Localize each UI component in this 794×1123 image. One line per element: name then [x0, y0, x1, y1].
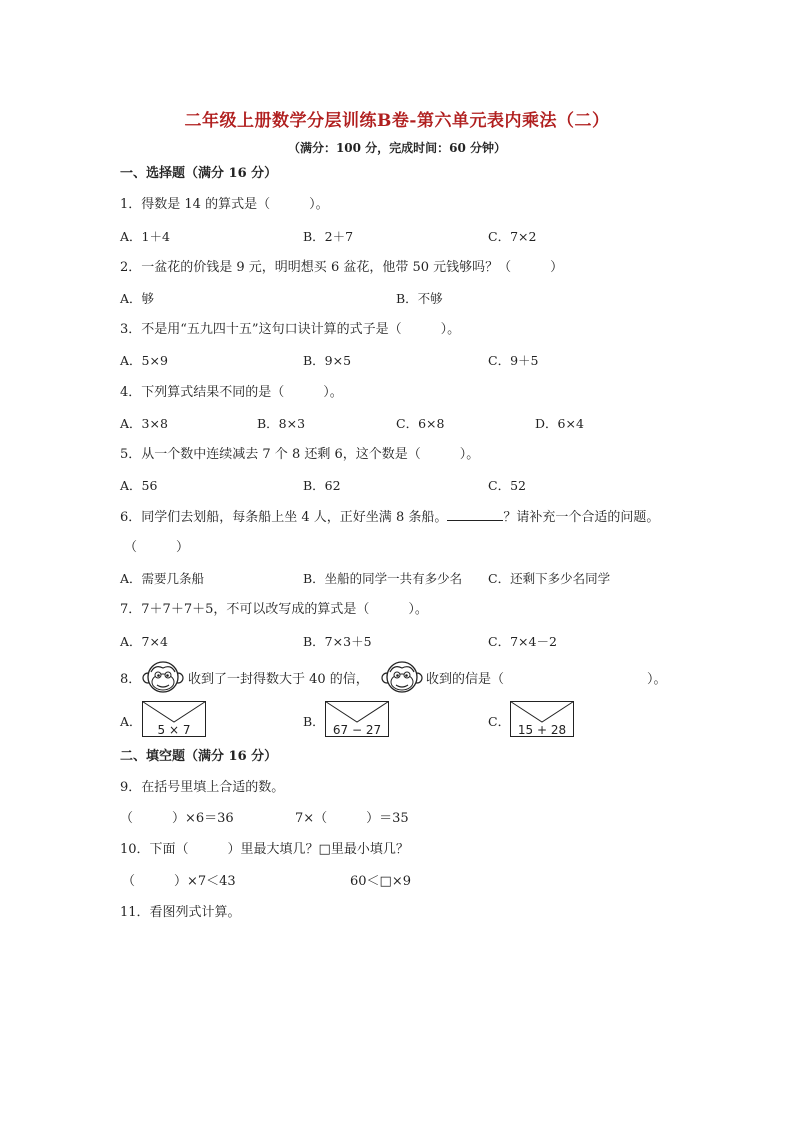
question-5-stem: 5．从一个数中连续减去 7 个 8 还剩 6，这个数是（ ）。 — [120, 447, 480, 462]
q6-stem-before: 6．同学们去划船，每条船上坐 4 人，正好坐满 8 条船。 — [120, 510, 448, 525]
question-7-stem: 7．7＋7＋7＋5，不可以改写成的算式是（ ）。 — [120, 602, 428, 617]
q6-option-c[interactable]: C．还剩下多少名同学 — [488, 571, 611, 586]
monkey-face-icon — [380, 658, 424, 696]
q6-answer-blank[interactable] — [447, 508, 503, 521]
q6-option-b[interactable]: B．坐船的同学一共有多少名 — [303, 571, 463, 586]
envelope-b-expression: 67 − 27 — [332, 723, 382, 737]
q7-option-c[interactable]: C．7×4－2 — [488, 634, 557, 649]
envelope-a-icon[interactable] — [142, 701, 206, 737]
q2-option-b[interactable]: B．不够 — [396, 291, 443, 306]
q6-option-a[interactable]: A．需要几条船 — [120, 571, 205, 586]
q1-option-a[interactable]: A．1＋4 — [120, 229, 170, 244]
page-subtitle: （满分：100 分，完成时间：60 分钟） — [287, 141, 507, 155]
q7-option-a[interactable]: A．7×4 — [120, 634, 168, 649]
q8-stem-middle: 收到了一封得数大于 40 的信， — [188, 672, 369, 687]
question-3-stem: 3．不是用“五九四十五”这句口诀计算的式子是（ ）。 — [120, 322, 461, 337]
question-9-stem: 9．在括号里填上合适的数。 — [120, 780, 285, 795]
q4-option-a[interactable]: A．3×8 — [120, 416, 168, 431]
page-title: 二年级上册数学分层训练B卷-第六单元表内乘法（二） — [184, 111, 610, 131]
monkey-face-icon — [141, 658, 185, 696]
q3-option-b[interactable]: B．9×5 — [303, 353, 352, 368]
q8-option-b-label[interactable]: B． — [303, 714, 325, 729]
question-6-stem — [120, 508, 659, 527]
q6-stem-after: ？请补充一个合适的问题。 — [503, 510, 660, 525]
section-heading-fill-blank: 二、填空题（满分 16 分） — [120, 749, 278, 764]
question-8-number: 8． — [120, 672, 142, 687]
section-heading-choice: 一、选择题（满分 16 分） — [120, 166, 278, 181]
q3-option-a[interactable]: A．5×9 — [120, 353, 168, 368]
question-2-stem: 2．一盆花的价钱是 9 元，明明想买 6 盆花，他带 50 元钱够吗？（ ） — [120, 260, 564, 275]
q8-option-a-label[interactable]: A． — [120, 714, 142, 729]
q8-stem-end: 收到的信是（ ）。 — [426, 672, 667, 687]
envelope-a-expression: 5 × 7 — [157, 723, 191, 737]
q5-option-a[interactable]: A．56 — [120, 478, 158, 493]
q9-right-equation[interactable]: 7×（ ）＝35 — [295, 811, 409, 826]
question-11-stem: 11．看图列式计算。 — [120, 905, 241, 920]
q10-right-inequality[interactable]: 60＜□×9 — [350, 874, 411, 889]
q5-option-c[interactable]: C．52 — [488, 478, 526, 493]
q6-answer-paren[interactable]: （ ） — [124, 540, 190, 555]
question-10-stem: 10．下面（ ）里最大填几？□里最小填几？ — [120, 842, 409, 857]
envelope-b-icon[interactable] — [325, 701, 389, 737]
q4-option-d[interactable]: D．6×4 — [535, 416, 584, 431]
q3-option-c[interactable]: C．9＋5 — [488, 353, 539, 368]
q4-option-c[interactable]: C．6×8 — [396, 416, 445, 431]
q7-option-b[interactable]: B．7×3＋5 — [303, 634, 372, 649]
q8-option-c-label[interactable]: C． — [488, 714, 511, 729]
question-4-stem: 4．下列算式结果不同的是（ ）。 — [120, 385, 343, 400]
envelope-c-expression: 15 + 28 — [517, 723, 567, 737]
q9-left-equation[interactable]: （ ）×6＝36 — [120, 811, 234, 826]
q5-option-b[interactable]: B．62 — [303, 478, 341, 493]
q1-option-b[interactable]: B．2＋7 — [303, 229, 354, 244]
q2-option-a[interactable]: A．够 — [120, 291, 155, 306]
q10-left-inequality[interactable]: （ ）×7＜43 — [122, 874, 236, 889]
q4-option-b[interactable]: B．8×3 — [257, 416, 306, 431]
envelope-c-icon[interactable] — [510, 701, 574, 737]
q1-option-c[interactable]: C．7×2 — [488, 229, 537, 244]
question-1-stem: 1．得数是 14 的算式是（ ）。 — [120, 197, 329, 212]
